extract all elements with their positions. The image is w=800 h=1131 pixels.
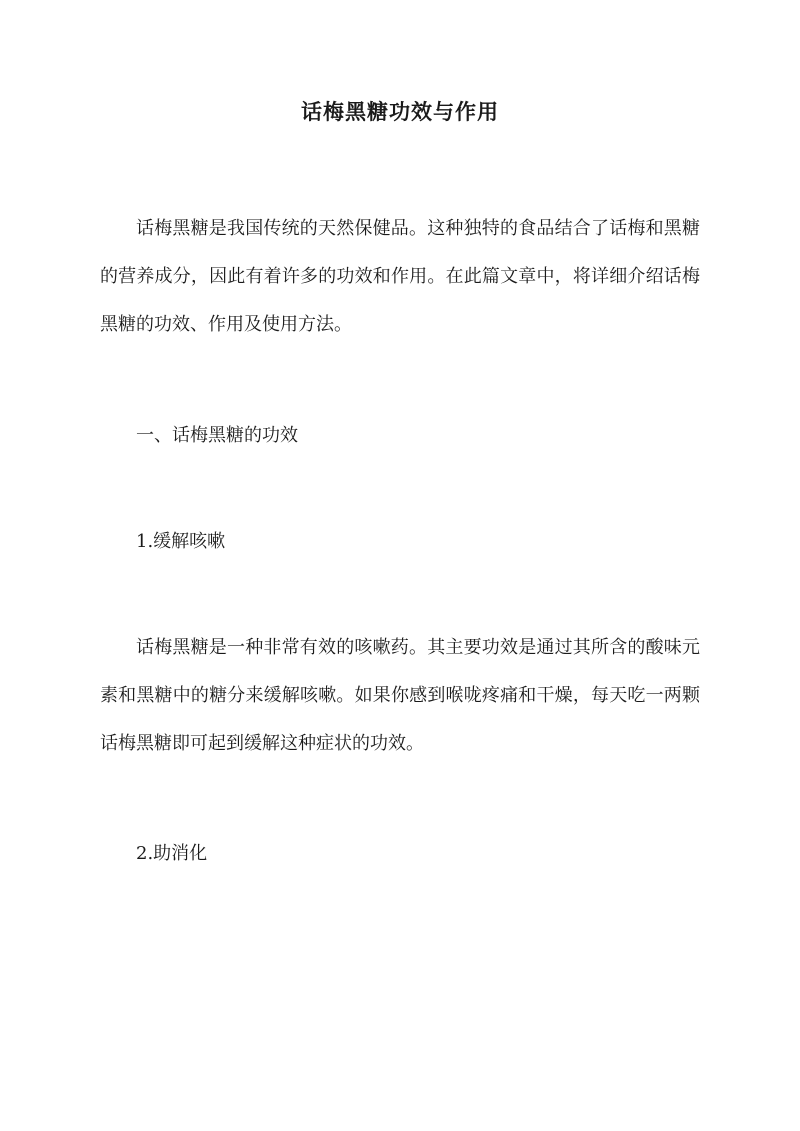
- document-title: 话梅黑糖功效与作用: [301, 99, 499, 124]
- item-paragraph-cough-relief: 话梅黑糖是一种非常有效的咳嗽药。其主要功效是通过其所含的酸味元素和黑糖中的糖分来缓解咳嗽。如果你感到喉咙疼痛和干燥，每天吃一两颗话梅黑糖即可起到缓解这种症状的功效。: [100, 637, 700, 754]
- intro-paragraph: 话梅黑糖是我国传统的天然保健品。这种独特的食品结合了话梅和黑糖的营养成分，因此有着许多的功效和作用。在此篇文章中，将详细介绍话梅黑糖的功效、作用及使用方法。: [100, 218, 700, 335]
- section-heading-efficacy: 一、话梅黑糖的功效: [136, 425, 298, 446]
- item-heading-digestion: 2.助消化: [136, 843, 208, 864]
- item-heading-cough-relief: 1.缓解咳嗽: [136, 531, 226, 552]
